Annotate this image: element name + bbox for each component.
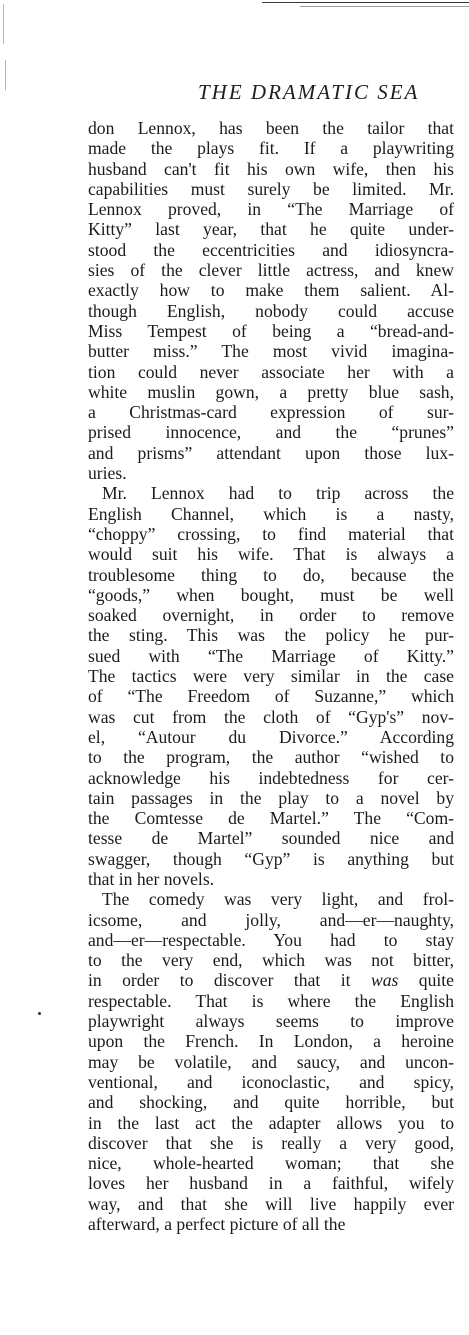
- text-line: to the very end, which was not bitter,: [88, 950, 454, 971]
- text-line: though English, nobody could accuse: [88, 300, 454, 321]
- paragraph: [88, 889, 454, 1234]
- text-line: respectable. That is where the English: [88, 990, 454, 1011]
- text-line: Kitty” last year, that he quite under-: [88, 219, 454, 240]
- text-line: in order to discover that it was quite: [88, 970, 454, 991]
- text-line: Mr. Lennox had to trip across the: [102, 483, 454, 504]
- text-line: prised innocence, and the “prunes”: [88, 422, 454, 443]
- text-column: [88, 118, 454, 1234]
- text-line: el, “Autour du Divorce.” According: [88, 726, 454, 747]
- text-line: sies of the clever little actress, and knew: [88, 260, 454, 281]
- text-line: Lennox proved, in “The Marriage of: [88, 199, 454, 220]
- paragraph: [88, 118, 454, 483]
- text-line: was cut from the cloth of “Gyp's” nov-: [88, 706, 454, 727]
- text-line: upon the French. In London, a heroine: [88, 1031, 454, 1052]
- text-line: husband can't fit his own wife, then his: [88, 158, 454, 179]
- text-line: stood the eccentricities and idiosyncra-: [88, 239, 454, 260]
- text-line: of “The Freedom of Suzanne,” which: [88, 686, 454, 707]
- text-line: exactly how to make them salient. Al-: [88, 280, 454, 301]
- text-line: tesse de Martel” sounded nice and: [88, 828, 454, 849]
- text-line: sued with “The Marriage of Kitty.”: [88, 645, 454, 666]
- text-line: and shocking, and quite horrible, but: [88, 1092, 454, 1113]
- text-line: the Comtesse de Martel.” The “Com-: [88, 808, 454, 829]
- text-line: “choppy” crossing, to find material that: [88, 523, 454, 544]
- text-line: that in her novels.: [88, 868, 215, 889]
- top-rule: [262, 2, 469, 3]
- text-line: swagger, though “Gyp” is anything but: [88, 848, 454, 869]
- text-line: and—er—respectable. You had to stay: [88, 929, 454, 950]
- top-rule-secondary: [300, 6, 469, 7]
- text-line: white muslin gown, a pretty blue sash,: [88, 381, 454, 402]
- text-line: uries.: [88, 463, 127, 484]
- margin-mark: [3, 4, 4, 44]
- text-line: icsome, and jolly, and—er—naughty,: [88, 909, 454, 930]
- text-line: way, and that she will live happily ever: [88, 1193, 454, 1214]
- text-line: in the last act the adapter allows you to: [88, 1112, 454, 1133]
- margin-mark: [5, 60, 6, 90]
- text-line: English Channel, which is a nasty,: [88, 503, 454, 524]
- text-line: a Christmas-card expression of sur-: [88, 402, 454, 423]
- paragraph: [88, 483, 454, 889]
- text-line: to the program, the author “wished to: [88, 747, 454, 768]
- text-line: Miss Tempest of being a “bread-and-: [88, 320, 454, 341]
- text-line: ventional, and iconoclastic, and spicy,: [88, 1071, 454, 1092]
- text-line: butter miss.” The most vivid imagina-: [88, 341, 454, 362]
- text-line: troublesome thing to do, because the: [88, 564, 454, 585]
- margin-dot: [38, 1012, 41, 1015]
- text-line: would suit his wife. That is always a: [88, 544, 454, 565]
- text-line: and prisms” attendant upon those lux-: [88, 442, 454, 463]
- text-line: made the plays fit. If a playwriting: [88, 138, 454, 159]
- text-line: capabilities must surely be limited. Mr.: [88, 178, 454, 199]
- text-line: don Lennox, has been the tailor that: [88, 118, 454, 138]
- text-line: “goods,” when bought, must be well: [88, 584, 454, 605]
- text-line: playwright always seems to improve: [88, 1011, 454, 1032]
- text-line: loves her husband in a faithful, wifely: [88, 1173, 454, 1194]
- text-line: afterward, a perfect picture of all the: [88, 1214, 346, 1235]
- running-head: THE DRAMATIC SEA: [198, 80, 420, 104]
- text-line: the sting. This was the policy he pur-: [88, 625, 454, 646]
- text-line: The comedy was very light, and frol-: [102, 889, 454, 910]
- text-line: discover that she is really a very good,: [88, 1132, 454, 1153]
- text-line: The tactics were very similar in the case: [88, 666, 454, 687]
- text-line: tain passages in the play to a novel by: [88, 787, 454, 808]
- text-line: nice, whole-hearted woman; that she: [88, 1153, 454, 1174]
- text-line: may be volatile, and saucy, and uncon-: [88, 1051, 454, 1072]
- text-line: tion could never associate her with a: [88, 361, 454, 382]
- text-line: acknowledge his indebtedness for cer-: [88, 767, 454, 788]
- text-line: soaked overnight, in order to remove: [88, 605, 454, 626]
